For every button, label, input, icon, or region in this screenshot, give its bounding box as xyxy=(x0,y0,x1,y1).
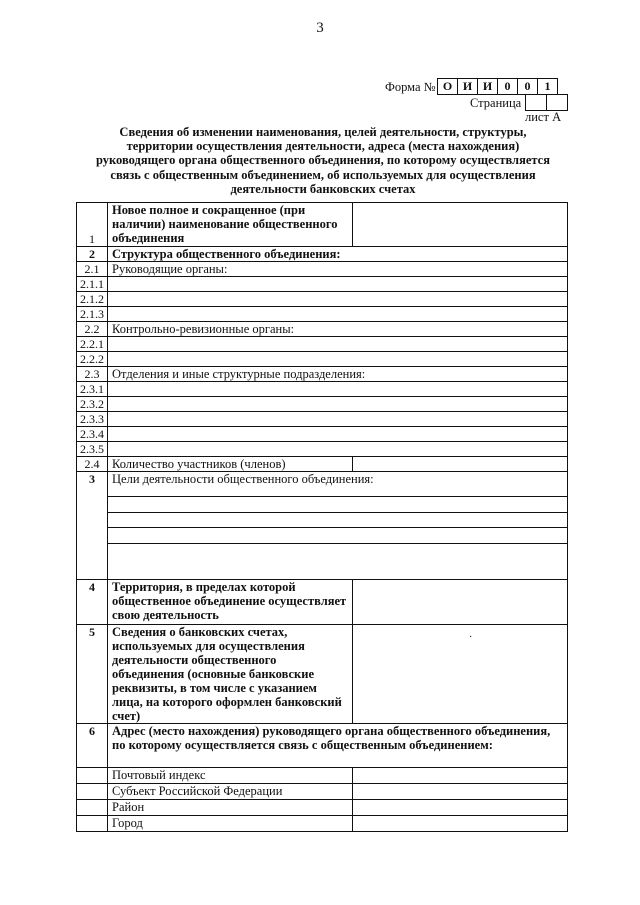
row-number: 2.1.1 xyxy=(77,277,108,292)
table-row xyxy=(77,768,568,784)
row-number: 2 xyxy=(77,247,108,262)
member-count-field[interactable] xyxy=(353,457,568,472)
governing-body-field[interactable] xyxy=(108,277,568,292)
bank-accounts-field[interactable] xyxy=(353,625,568,724)
row-number: 1 xyxy=(77,203,108,247)
empty-cell xyxy=(77,816,108,832)
row-number: 2.3 xyxy=(77,367,108,382)
table-row xyxy=(77,442,568,457)
branch-field[interactable] xyxy=(108,442,568,457)
row-label-federal-subject: Субъект Российской Федерации xyxy=(108,784,353,800)
form-code-cell: И xyxy=(457,79,477,94)
audit-body-field[interactable] xyxy=(108,352,568,367)
table-row xyxy=(77,322,568,337)
row-number: 2.2.2 xyxy=(77,352,108,367)
goals-line[interactable] xyxy=(108,512,567,513)
title-line: деятельности банковских счетах xyxy=(230,181,416,196)
document-title xyxy=(78,125,568,196)
row-number: 2.3.3 xyxy=(77,412,108,427)
row-label-territory: Территория, в пределах которой общественное объединение осуществляет свою деятельность xyxy=(108,580,353,625)
row-number: 2.3.1 xyxy=(77,382,108,397)
city-field[interactable] xyxy=(353,816,568,832)
empty-cell xyxy=(77,784,108,800)
row-number: 2.3.4 xyxy=(77,427,108,442)
table-row xyxy=(77,472,568,580)
table-row xyxy=(77,367,568,382)
governing-body-field[interactable] xyxy=(108,292,568,307)
table-row xyxy=(77,352,568,367)
form-code-boxes xyxy=(437,78,558,95)
row-number: 2.4 xyxy=(77,457,108,472)
postal-code-field[interactable] xyxy=(353,768,568,784)
row-label-city: Город xyxy=(108,816,353,832)
row-label-district: Район xyxy=(108,800,353,816)
table-row xyxy=(77,277,568,292)
goals-cell xyxy=(108,472,568,580)
form-code-cell: О xyxy=(442,79,453,93)
table-row xyxy=(77,382,568,397)
table-row xyxy=(77,397,568,412)
row-number: 2.3.2 xyxy=(77,397,108,412)
title-line: руководящего органа общественного объединения, по которому осуществляется xyxy=(95,153,550,168)
row-label-postal-code: Почтовый индекс xyxy=(108,768,353,784)
table-row xyxy=(77,262,568,277)
row-number: 5 xyxy=(77,625,108,724)
row-number: 4 xyxy=(77,580,108,625)
sheet-label: лист А xyxy=(525,110,562,124)
governing-body-field[interactable] xyxy=(108,307,568,322)
table-row xyxy=(77,800,568,816)
page-number-box[interactable] xyxy=(526,95,546,110)
table-row xyxy=(77,292,568,307)
table-row xyxy=(77,580,568,625)
form-code-cell: 0 xyxy=(497,79,517,94)
row-label-member-count: Количество участников (членов) xyxy=(108,457,353,472)
table-row xyxy=(77,412,568,427)
title-line: территории осуществления деятельности, адреса (места нахождения) xyxy=(126,139,520,154)
audit-body-field[interactable] xyxy=(108,337,568,352)
row-number: 2.1 xyxy=(77,262,108,277)
dot-mark: · xyxy=(469,632,473,643)
table-row xyxy=(77,784,568,800)
row-number: 6 xyxy=(77,724,108,768)
table-row xyxy=(77,247,568,262)
branch-field[interactable] xyxy=(108,412,568,427)
title-line: Сведения об изменении наименования, целей деятельности, структуры, xyxy=(119,125,527,139)
table-row xyxy=(77,203,568,247)
table-row xyxy=(77,307,568,322)
form-code-cell: И xyxy=(477,79,497,94)
goals-line[interactable] xyxy=(108,543,567,544)
page-field-label: Страница xyxy=(470,96,522,110)
row-number: 2.3.5 xyxy=(77,442,108,457)
row-label-structure: Структура общественного объединения: xyxy=(108,247,568,262)
row-label-governing-bodies: Руководящие органы: xyxy=(108,262,568,277)
page-number-boxes[interactable] xyxy=(525,94,568,111)
empty-cell xyxy=(77,768,108,784)
row-label-audit-bodies: Контрольно-ревизионные органы: xyxy=(108,322,568,337)
table-row xyxy=(77,724,568,768)
form-number-label: Форма № xyxy=(385,80,436,94)
goals-line[interactable] xyxy=(108,527,567,528)
row-label-new-name: Новое полное и сокращенное (при наличии) наименование общественного объединения xyxy=(108,203,353,247)
page-number: 3 xyxy=(316,20,324,36)
row-number: 2.2.1 xyxy=(77,337,108,352)
form-code-cell: 0 xyxy=(517,79,537,94)
row-number: 2.1.3 xyxy=(77,307,108,322)
table-row xyxy=(77,457,568,472)
branch-field[interactable] xyxy=(108,382,568,397)
row-number: 2.1.2 xyxy=(77,292,108,307)
page-number-box[interactable] xyxy=(546,95,567,110)
federal-subject-field[interactable] xyxy=(353,784,568,800)
goals-line[interactable] xyxy=(108,496,567,497)
row-label-address: Адрес (место нахождения) руководящего органа общественного объединения, по которому осуществляется связь с общественным объединением: xyxy=(108,724,568,768)
territory-field[interactable] xyxy=(353,580,568,625)
form-table xyxy=(76,202,568,832)
empty-cell xyxy=(77,800,108,816)
table-row xyxy=(77,816,568,832)
title-line: связь с общественным объединением, об используемых для осуществления xyxy=(110,167,536,182)
row-label-bank-accounts: Сведения о банковских счетах, используемых для осуществления деятельности общественного объединения (основные банковские реквизиты, в том числе с указанием лица, на которого оформлен банковский счет) xyxy=(108,625,353,724)
district-field[interactable] xyxy=(353,800,568,816)
row-number: 2.2 xyxy=(77,322,108,337)
table-row xyxy=(77,337,568,352)
row-number: 3 xyxy=(77,472,108,580)
table-row xyxy=(77,625,568,724)
new-name-field[interactable] xyxy=(353,203,568,247)
row-label-branches: Отделения и иные структурные подразделения: xyxy=(108,367,568,382)
branch-field[interactable] xyxy=(108,427,568,442)
table-row xyxy=(77,427,568,442)
branch-field[interactable] xyxy=(108,397,568,412)
row-label-goals: Цели деятельности общественного объединения: xyxy=(112,472,374,486)
form-code-cell: 1 xyxy=(537,79,557,94)
